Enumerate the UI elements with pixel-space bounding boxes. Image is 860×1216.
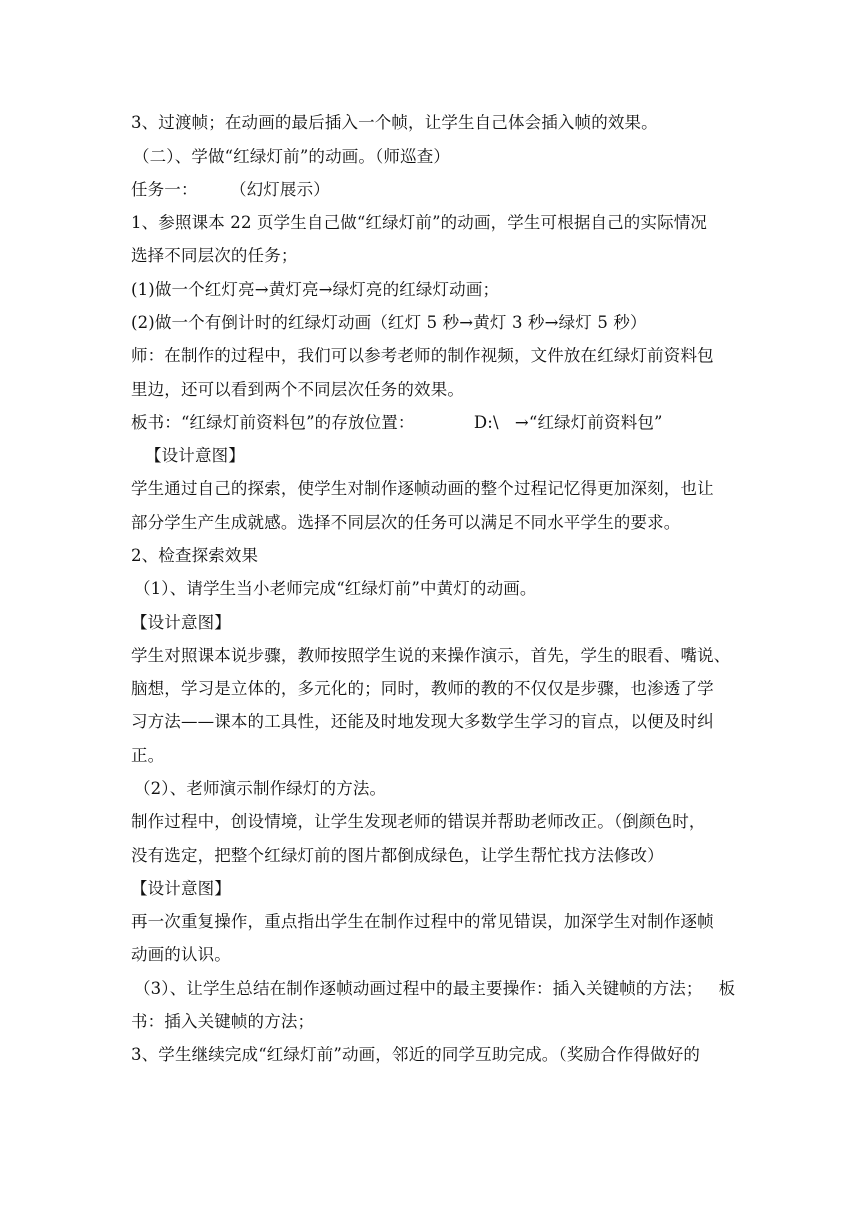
list-item: （1）、请学生当小老师完成“红绿灯前”中黄灯的动画。 [134,579,537,598]
text-line: 里边，还可以看到两个不同层次任务的效果。 [131,380,464,399]
task-heading: 任务一： （幻灯展示） [131,180,330,199]
text-line: 部分学生产生成就感。选择不同层次的任务可以满足不同水平学生的要求。 [131,513,681,532]
list-item: （3）、让学生总结在制作逐帧动画过程中的最主要操作：插入关键帧的方法； 板 [134,979,736,998]
text-line: 3、学生继续完成“红绿灯前”动画，邻近的同学互助完成。（奖励合作得做好的 [131,1045,701,1064]
text-line: 再一次重复操作，重点指出学生在制作过程中的常见错误，加深学生对制作逐帧 [131,912,714,931]
text-line: 书：插入关键帧的方法； [131,1012,315,1031]
section-heading: （二）、学做“红绿灯前”的动画。（师巡查） [133,147,451,166]
list-item: (2)做一个有倒计时的红绿灯动画（红灯 5 秒→黄灯 3 秒→绿灯 5 秒） [131,313,647,332]
design-intent-heading: 【设计意图】 [131,613,231,632]
design-intent-heading: 【设计意图】 [131,879,231,898]
text-line: 动画的认识。 [131,945,231,964]
text-line: 师：在制作的过程中，我们可以参考老师的制作视频，文件放在红绿灯前资料包 [131,346,714,365]
text-line: 制作过程中，创设情境，让学生发现老师的错误并帮助老师改正。（倒颜色时， [131,812,706,831]
list-item: (1)做一个红灯亮→黄灯亮→绿灯亮的红绿灯动画； [131,280,500,299]
text-line: 没有选定，把整个红绿灯前的图片都倒成绿色，让学生帮忙找方法修改） [131,846,664,865]
text-line: 1、参照课本 22 页学生自己做“红绿灯前”的动画，学生可根据自己的实际情况 [131,213,708,232]
text-line: 正。 [131,746,165,765]
text-line: 3、过渡帧；在动画的最后插入一个帧，让学生自己体会插入帧的效果。 [131,113,658,132]
board-note: 板书：“红绿灯前资料包”的存放位置： D:\ →“红绿灯前资料包” [131,413,663,432]
section-heading: 2、检查探索效果 [131,546,259,565]
text-line: 习方法——课本的工具性，还能及时地发现大多数学生学习的盲点，以便及时纠 [131,712,714,731]
list-item: （2）、老师演示制作绿灯的方法。 [134,779,387,798]
text-line: 选择不同层次的任务； [131,246,298,265]
text-line: 学生对照课本说步骤，教师按照学生说的来操作演示，首先，学生的眼看、嘴说、 [131,646,731,665]
text-line: 脑想，学习是立体的，多元化的；同时，教师的教的不仅仅是步骤，也渗透了学 [131,679,714,698]
design-intent-heading: 【设计意图】 [145,446,245,465]
text-line: 学生通过自己的探索，使学生对制作逐帧动画的整个过程记忆得更加深刻，也让 [131,479,714,498]
